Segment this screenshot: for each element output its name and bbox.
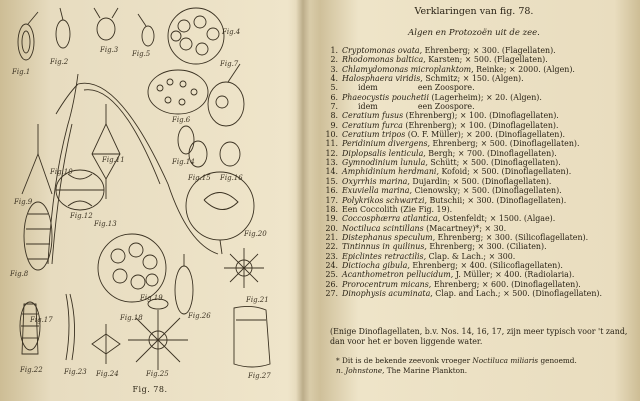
fig-label-2: Fig.2	[50, 58, 69, 66]
entry-number: 19.	[325, 214, 338, 224]
legend-entry	[324, 186, 636, 195]
legend-entry	[324, 196, 636, 205]
entry-details: Ehrenberg; × 500. (Dinoflagellaten).	[430, 139, 580, 149]
entry-number: 24.	[325, 260, 338, 270]
fig-label-19: Fig.19	[140, 294, 163, 302]
left-page-plate	[0, 0, 300, 401]
legend-entry	[324, 93, 636, 102]
legend-entry-list	[324, 46, 636, 298]
entry-species: Halosphaera viridis,	[342, 74, 423, 84]
legend-entry	[324, 158, 636, 167]
fig-label-27: Fig.27	[248, 372, 271, 380]
legend-entry	[324, 65, 636, 74]
entry-details: Een Coccolith (Zie Fig. 19).	[342, 204, 453, 214]
fig-label-16: Fig.16	[220, 174, 243, 182]
entry-details: Reinke; × 2000. (Algen).	[473, 64, 575, 74]
footnote-source: The Marine Plankton.	[384, 366, 468, 375]
fig-label-15: Fig.15	[188, 174, 211, 182]
entry-number: 17.	[325, 195, 338, 205]
entry-species: Oxyrrhis marina,	[342, 176, 410, 186]
entry-number: 22.	[325, 242, 338, 252]
legend-entry	[324, 233, 636, 242]
legend-subtitle: Algen en Protozoën uit de zee.	[408, 28, 540, 38]
entry-number: 4.	[330, 74, 338, 84]
entry-species: Coccosphærra atlantica,	[342, 214, 441, 224]
fig-1-organism	[18, 12, 38, 60]
entry-details: (O. F. Müller); × 200. (Dinoflagellaten).	[405, 130, 565, 140]
legend-entry	[324, 252, 636, 261]
legend-entry	[324, 270, 636, 279]
legend-entry	[324, 214, 636, 223]
fig-label-23: Fig.23	[64, 368, 87, 376]
entry-number: 14.	[325, 167, 338, 177]
legend-entry	[324, 55, 636, 64]
fig-15-oxyrrhis	[189, 141, 207, 167]
entry-details: Clap. & Lach.; × 300.	[426, 251, 516, 261]
legend-entry	[324, 74, 636, 83]
entry-species: Gymnodinium lunula,	[342, 158, 428, 168]
entry-species: Diplopsalis lenticula,	[342, 148, 426, 158]
legend-entry	[324, 242, 636, 251]
legend-entry	[324, 139, 636, 148]
entry-details: (Ehrenberg); × 100. (Dinoflagellaten).	[402, 120, 559, 130]
fig-label-22: Fig.22	[20, 366, 43, 374]
fig-6-phaeocystis	[148, 70, 208, 114]
fig-19-coccosphaera	[98, 234, 166, 302]
entry-details: Kofoid; × 500. (Dinoflagellaten).	[438, 167, 572, 177]
fig-label-6: Fig.6	[172, 116, 191, 124]
fig-label-13: Fig.13	[94, 220, 117, 228]
fig-label-14: Fig.14	[172, 158, 195, 166]
figure-caption: Fig. 78.	[132, 385, 168, 394]
entry-species: Phaeocystis pouchetii	[342, 92, 429, 102]
legend-entry	[324, 224, 636, 233]
entry-details: Butschii; × 300. (Dinoflagellaten).	[427, 195, 567, 205]
fig-3-organism	[94, 8, 118, 40]
entry-species: Distephanus speculum,	[342, 232, 436, 242]
entry-details: een Zoospore.	[377, 83, 475, 93]
entry-number: 10.	[325, 130, 338, 140]
legend-entry	[324, 289, 636, 298]
fig-label-17: Fig.17	[30, 316, 53, 324]
entry-species: Dinophysis acuminata,	[342, 288, 433, 298]
entry-details: J. Müller; × 400. (Radiolaria).	[453, 270, 575, 280]
entry-number: 23.	[325, 251, 338, 261]
entry-number: 13.	[325, 158, 338, 168]
fig-12-diplopsalis	[56, 170, 104, 210]
right-page-legend	[312, 0, 636, 401]
entry-species: Chlamydomonas microplanktom,	[342, 64, 474, 74]
entry-number: 21.	[325, 232, 338, 242]
plankton-illustration-plate	[8, 4, 290, 382]
entry-species: idem	[358, 102, 378, 112]
legend-entry	[324, 111, 636, 120]
book-gutter	[296, 0, 310, 401]
footnote-author: n. Johnstone,	[336, 366, 385, 375]
entry-species: Cryptomonas ovata,	[342, 46, 423, 55]
fig-5-zoospore	[138, 14, 154, 46]
footnote-prefix: * Dit is de bekende zeevonk vroeger	[336, 356, 473, 365]
entry-species: Noctiluca scintillans	[342, 223, 424, 233]
entry-number: 3.	[330, 64, 338, 74]
entry-species: Prorocentrum micans,	[342, 279, 432, 289]
entry-number: 15.	[325, 176, 338, 186]
entry-details: (Ehrenberg); × 100. (Dinoflagellaten).	[403, 111, 559, 121]
legend-title: Verklaringen van fig. 78.	[414, 6, 534, 17]
entry-species: Amphidinium herdmani,	[342, 167, 439, 177]
entry-number: 25.	[325, 270, 338, 280]
entry-details: een Zoospore.	[377, 102, 475, 112]
fig-label-7: Fig.7	[220, 60, 239, 68]
entry-details: Karsten; × 500. (Flagellaten).	[425, 55, 548, 65]
entry-species: Exuviella marina,	[342, 186, 412, 196]
legend-note: (Enige Dinoflagellaten, b.v. Nos. 14, 16, 17, zijn meer typisch voor 't zand, dan voor het er boven liggende water.	[330, 327, 628, 346]
fig-16-exuviella	[220, 142, 240, 166]
entry-species: Polykrikos schwartzi,	[342, 195, 428, 205]
fig-27-dinophysis	[234, 306, 270, 367]
entry-details: (Macartney)*; × 30.	[423, 223, 507, 233]
entry-details: Dujardin; × 500. (Dinoflagellaten).	[409, 176, 552, 186]
legend-footnote	[336, 356, 632, 376]
fig-label-11: Fig.11	[102, 156, 125, 164]
entry-details: Ehrenberg; × 600. (Dinoflagellaten).	[431, 279, 581, 289]
legend-entry	[324, 46, 636, 55]
entry-number: 5.	[330, 83, 338, 93]
fig-label-24: Fig.24	[96, 370, 119, 378]
entry-number: 27.	[325, 288, 338, 298]
fig-11-peridinium	[92, 104, 120, 199]
entry-details: Ostenfeldt; × 1500. (Algae).	[440, 214, 556, 224]
entry-species: Tintinnus in quilinus,	[342, 242, 427, 252]
entry-details: Ehrenberg; × 300. (Silicoflagellaten).	[435, 232, 589, 242]
legend-entry	[324, 205, 636, 214]
legend-entry	[324, 83, 636, 92]
entry-number: 9.	[330, 120, 338, 130]
fig-10-ceratium-tripos	[56, 83, 218, 254]
fig-label-1: Fig.1	[12, 68, 31, 76]
entry-species: Ceratium tripos	[342, 130, 406, 140]
entry-number: 26.	[325, 279, 338, 289]
entry-species: Dictiocha gibula,	[342, 260, 410, 270]
entry-number: 6.	[330, 92, 338, 102]
fig-7-zoospore	[208, 64, 244, 126]
fig-label-5: Fig.5	[132, 50, 151, 58]
fig-label-25: Fig.25	[146, 370, 169, 378]
entry-number: 16.	[325, 186, 338, 196]
fig-9-ceratium-furca	[22, 124, 52, 194]
entry-details: Ehrenberg; × 300. (Flagellaten).	[422, 46, 556, 55]
footnote-species: Noctiluca miliaris	[472, 356, 539, 365]
entry-details: Ehrenberg; × 300. (Ciliaten).	[426, 242, 547, 252]
entry-number: 18.	[325, 204, 338, 214]
legend-entry	[324, 177, 636, 186]
entry-species: Rhodomonas baltica,	[342, 55, 426, 65]
entry-species: Ceratium furca	[342, 120, 403, 130]
fig-label-8: Fig.8	[10, 270, 29, 278]
legend-entry	[324, 167, 636, 176]
entry-number: 20.	[325, 223, 338, 233]
fig-label-9: Fig.9	[14, 198, 33, 206]
entry-details: Bergh; × 700. (Dinoflagellaten).	[425, 148, 557, 158]
fig-24-dictiocha	[92, 324, 120, 364]
entry-species: Epiclintes retractilis,	[342, 251, 427, 261]
fig-label-10: Fig.10	[50, 168, 73, 176]
entry-details: Schmitz; × 150. (Algen).	[422, 74, 524, 84]
entry-number: 11.	[325, 139, 338, 149]
fig-label-18: Fig.18	[120, 314, 143, 322]
legend-entry	[324, 149, 636, 158]
footnote-mid: genoemd.	[538, 356, 577, 365]
entry-details: Schütt; × 500. (Dinoflagellaten).	[427, 158, 561, 168]
fig-label-21: Fig.21	[246, 296, 269, 304]
entry-species: Ceratium fusus	[342, 111, 404, 121]
fig-4-halosphaera	[168, 8, 224, 64]
fig-label-3: Fig.3	[100, 46, 119, 54]
entry-details: Clap. and Lach.; × 500. (Dinoflagellaten).	[432, 288, 603, 298]
fig-21-distephanus	[224, 248, 264, 288]
fig-label-20: Fig.20	[244, 230, 267, 238]
legend-entry	[324, 130, 636, 139]
fig-2-organism	[56, 8, 70, 48]
legend-entry	[324, 121, 636, 130]
entry-species: Acanthometron pellucidum,	[342, 270, 454, 280]
legend-entry	[324, 261, 636, 270]
entry-details: Ehrenberg; × 400. (Silicoflagellaten).	[409, 260, 563, 270]
entry-number: 12.	[325, 148, 338, 158]
fig-label-4: Fig.4	[222, 28, 241, 36]
entry-number: 8.	[330, 111, 338, 121]
entry-details: Cienowsky; × 500. (Dinoflagellaten).	[411, 186, 562, 196]
entry-details: (Lagerheim); × 20. (Algen).	[428, 92, 542, 102]
fig-26-prorocentrum	[175, 254, 193, 314]
entry-species: Peridinium divergens,	[342, 139, 431, 149]
fig-23-epiclintes	[66, 294, 75, 360]
entry-number: 1.	[330, 46, 338, 55]
fig-20-noctiluca	[186, 172, 254, 254]
entry-number: 2.	[330, 55, 338, 65]
entry-number: 7.	[330, 102, 338, 112]
legend-entry	[324, 280, 636, 289]
fig-label-26: Fig.26	[188, 312, 211, 320]
fig-label-12: Fig.12	[70, 212, 93, 220]
legend-entry	[324, 102, 636, 111]
fig-14-amphidinium	[178, 126, 194, 154]
entry-species: idem	[358, 83, 378, 93]
